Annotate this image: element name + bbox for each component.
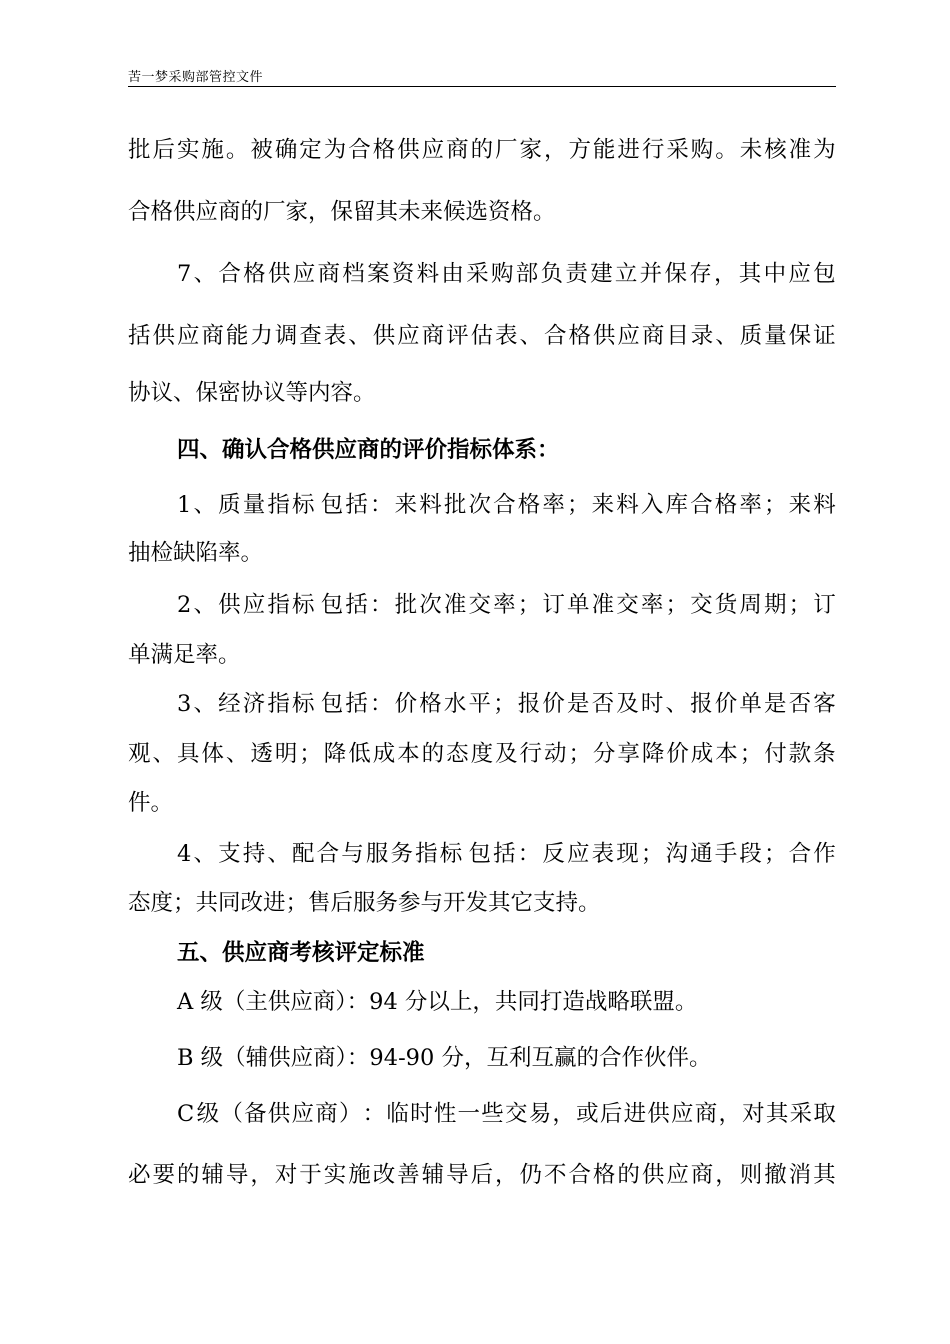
body-line: 1 、 质 量 指 标 包 括 ： 来 料 批 次 合 格 率 ； 来 料 入 库 合 格 率 ； 来 料	[177, 492, 836, 518]
body-line: 协议、保密协议等内容。	[128, 380, 376, 406]
body-line: 态度；共同改进；售后服务参与开发其它支持。	[128, 890, 601, 916]
header-title: 苦一梦采购部管控文件	[128, 70, 264, 85]
body-line: 批 后 实 施 。 被 确 定 为 合 格 供 应 商 的 厂 家 ， 方 能 进 行 采 购 。 未 核 准 为	[128, 137, 836, 163]
body-line: 必 要 的 辅 导 ， 对 于 实 施 改 善 辅 导 后 ， 仍 不 合 格 的 供 应 商 ， 则 撤 消 其	[128, 1162, 836, 1188]
body-line: 观 、 具 体 、 透 明 ； 降 低 成 本 的 态 度 及 行 动 ； 分 享 降 价 成 本 ； 付 款 条	[128, 741, 836, 767]
body-line: 单满足率。	[128, 642, 241, 668]
body-line: 抽检缺陷率。	[128, 540, 264, 566]
body-line: 4 、 支 持 、 配 合 与 服 务 指 标 包 括 ： 反 应 表 现 ； 沟 通 手 段 ； 合 作	[177, 841, 836, 867]
body-line: 件。	[128, 790, 174, 816]
section-heading: 五、供应商考核评定标准	[177, 940, 425, 966]
section-heading: 四、确认合格供应商的评价指标体系：	[177, 437, 560, 463]
body-line: 括 供 应 商 能 力 调 查 表 、 供 应 商 评 估 表 、 合 格 供 应 商 目 录 、 质 量 保 证	[128, 323, 836, 349]
body-line: 7 、 合 格 供 应 商 档 案 资 料 由 采 购 部 负 责 建 立 并 保 存 ， 其 中 应 包	[177, 261, 836, 287]
page-header	[128, 64, 836, 87]
body-line: 2 、 供 应 指 标 包 括 ： 批 次 准 交 率 ； 订 单 准 交 率 ； 交 货 周 期 ； 订	[177, 592, 836, 618]
body-line: A 级（主供应商）：94 分以上，共同打造战略联盟。	[177, 989, 698, 1015]
body-line: 合格供应商的厂家，保留其未来候选资格。	[128, 199, 556, 225]
body-line: B 级（辅供应商）：94-90 分，互利互赢的合作伙伴。	[177, 1045, 712, 1071]
body-line: C 级 （ 备 供 应 商 ） ： 临 时 性 一 些 交 易 ， 或 后 进 供 应 商 ， 对 其 采 取	[177, 1101, 836, 1127]
body-line: 3 、 经 济 指 标 包 括 ： 价 格 水 平 ； 报 价 是 否 及 时 、 报 价 单 是 否 客	[177, 691, 836, 717]
